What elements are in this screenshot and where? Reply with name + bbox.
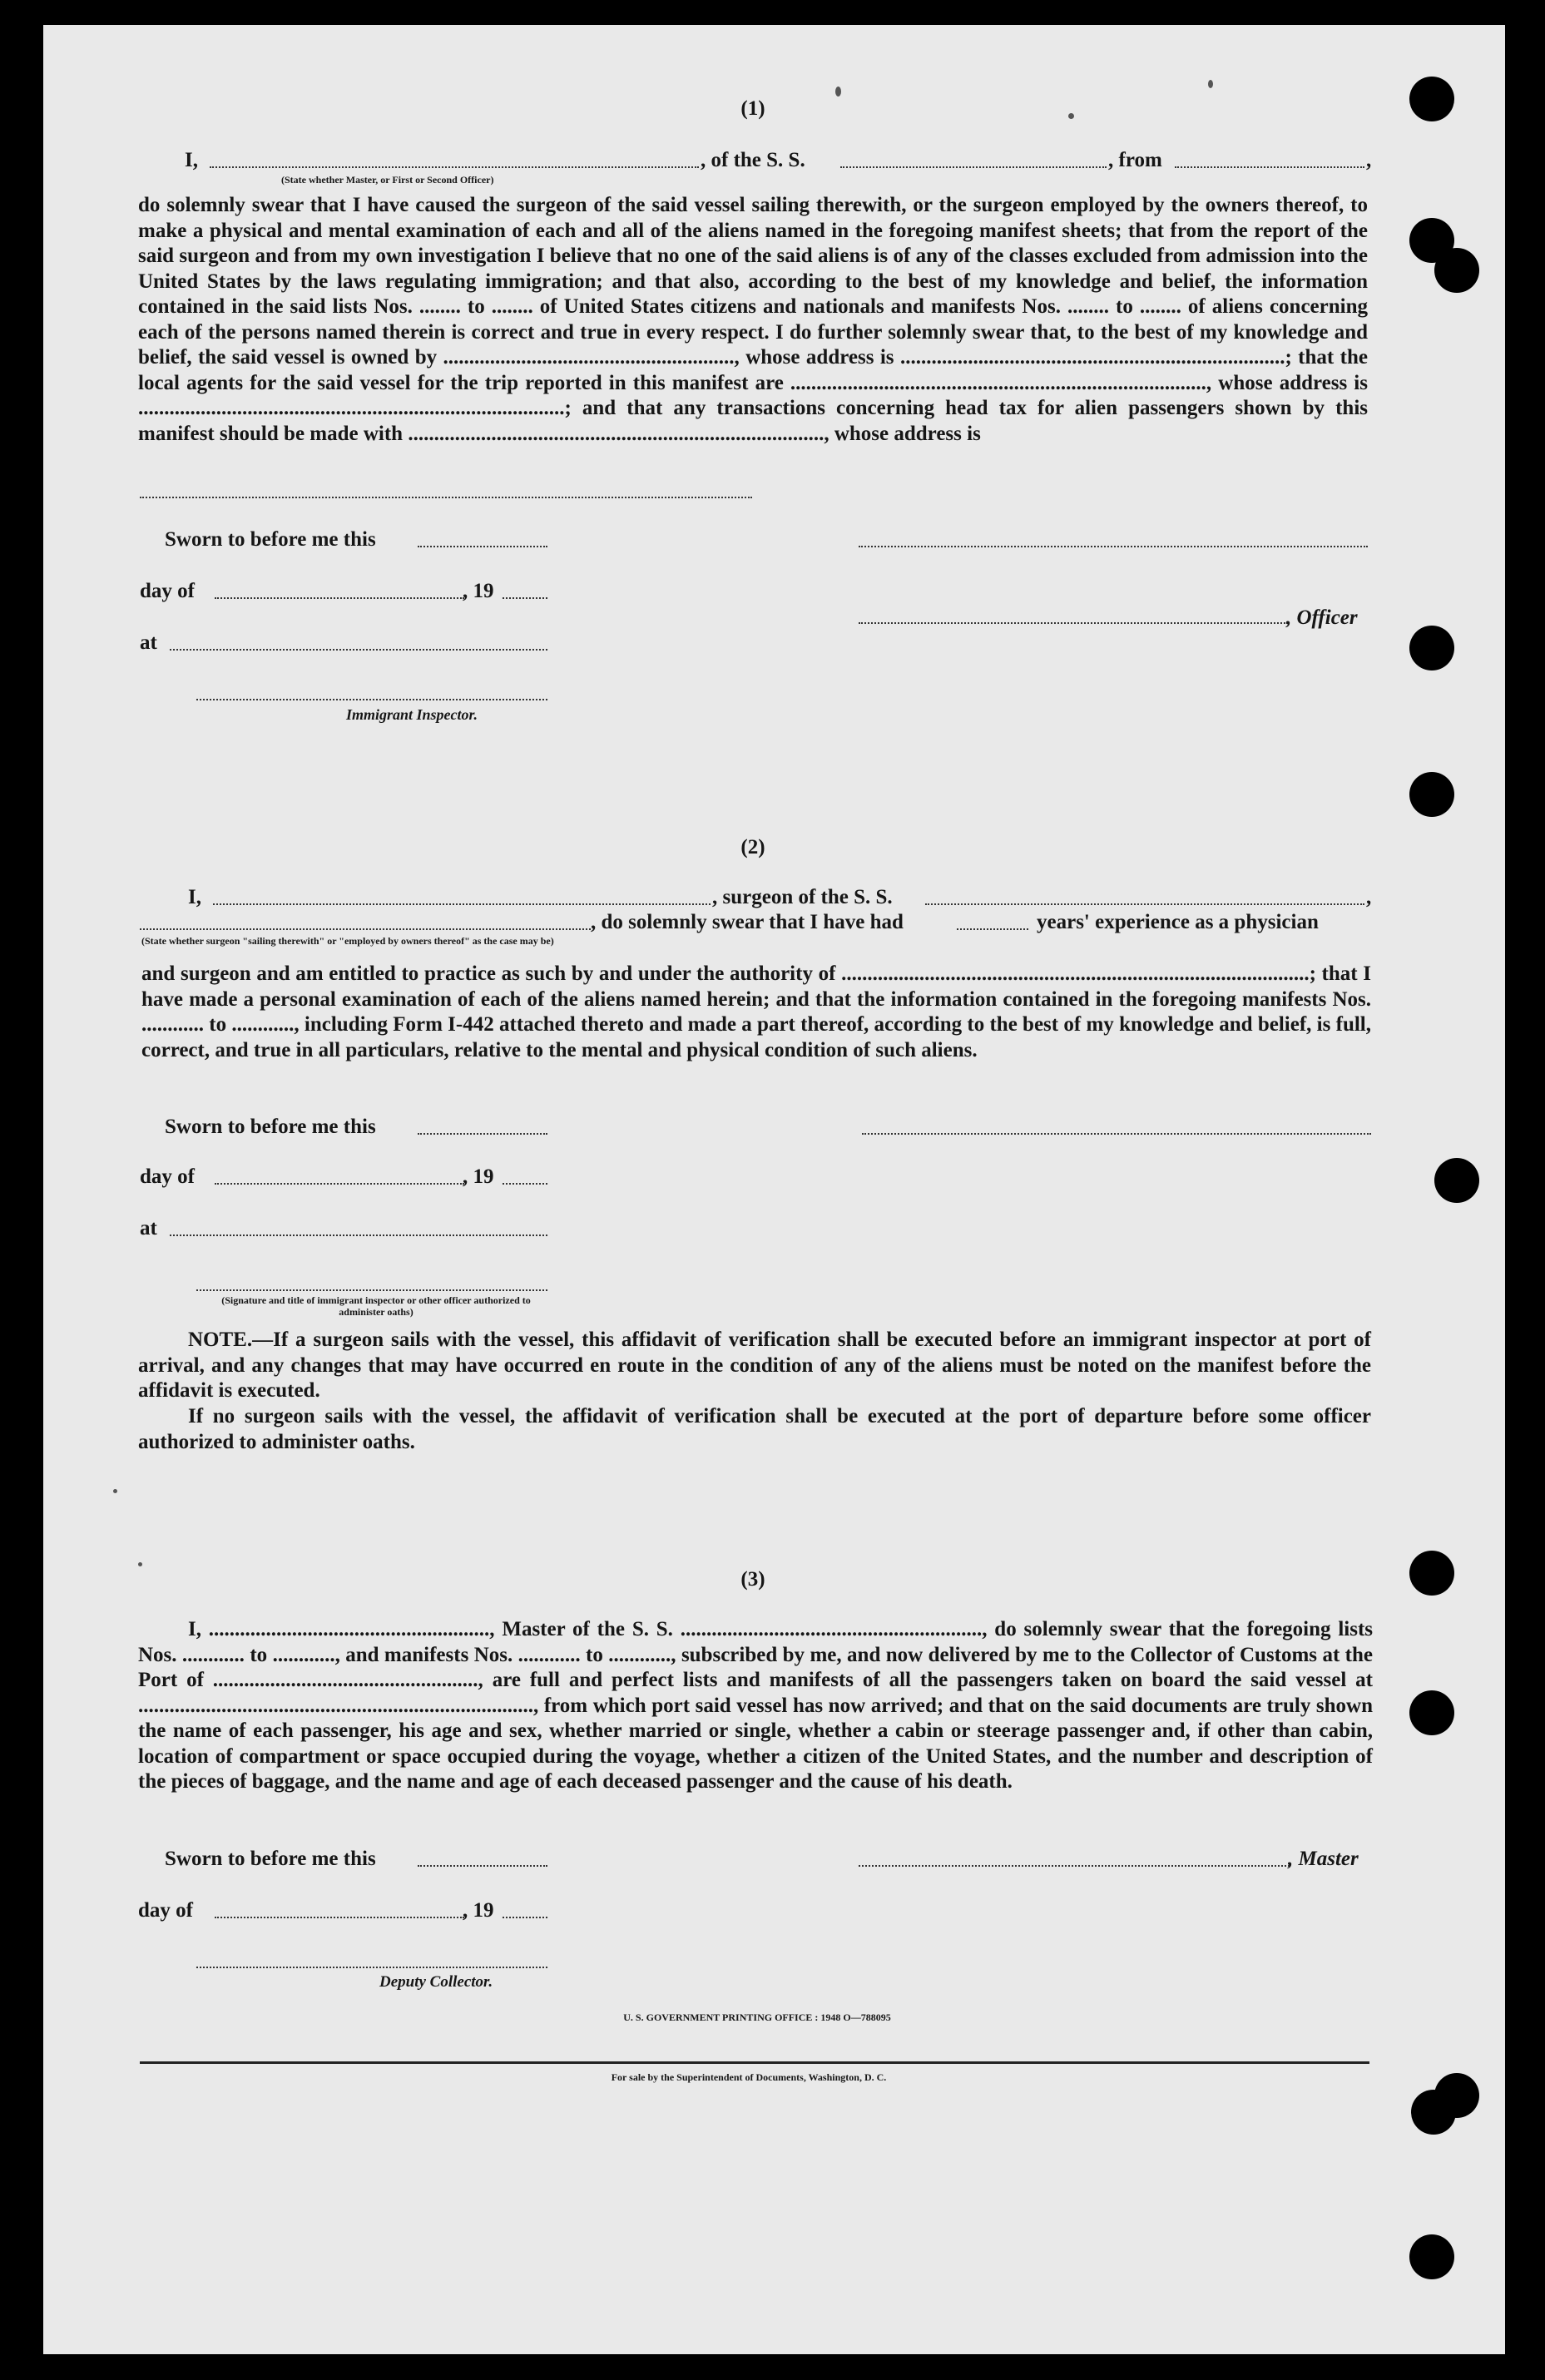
punch-hole: [1409, 772, 1454, 817]
section1-of-ss: , of the S. S.: [701, 149, 805, 171]
punch-hole: [1411, 2090, 1456, 2135]
section2-i: I,: [188, 886, 201, 908]
signature-line[interactable]: [196, 1967, 547, 1968]
section2-swear: , do solemnly swear that I have had: [591, 911, 904, 933]
section1-year: , 19: [463, 580, 494, 602]
for-sale-note: For sale by the Superintendent of Documents, Washington, D. C.: [611, 2071, 887, 2083]
signature-line[interactable]: [862, 1133, 1371, 1135]
blank-line[interactable]: [503, 597, 547, 599]
signature-line[interactable]: [859, 1865, 1290, 1867]
blank-line[interactable]: [418, 1865, 547, 1867]
section3-paragraph: I, ......................................................, Master of the S. S. .........................................................., do solemnly swear that the foregoing lists Nos. ............ to ............, and manifests Nos. ............ to ............, subscribed by me, and now delivered by me to the Collector of Customs at the Port of ..................................................., are full and perfect lists and manifests of all the passengers taken on board the said vessel at ............................................................................, from which port said vessel has now arrived; and that on the said documents are truly shown the name of each passenger, his age and sex, whether married or single, whether a cabin or steerage passenger and, if other than cabin, location of compartment or space occupied during the voyage, whether a citizen of the United States, and the number and description of the pieces of baggage, and the name and age of each deceased passenger and the cause of his death.: [138, 1618, 1373, 1793]
punch-hole: [1434, 1158, 1479, 1203]
section1-sworn: Sworn to before me this: [165, 528, 376, 551]
punch-hole: [1409, 626, 1454, 670]
speck: [113, 1489, 117, 1493]
signature-line[interactable]: [859, 622, 1288, 624]
speck: [138, 1562, 142, 1566]
punch-hole: [1409, 1551, 1454, 1596]
section2-note1: NOTE.—If a surgeon sails with the vessel, this affidavit of verification shall be executed before an immigrant inspector at port of arrival, and any changes that may have occurred en route in the condition of any of the aliens must be noted on the manifest before the affidavit is executed.: [138, 1329, 1371, 1402]
signature-line[interactable]: [859, 546, 1368, 547]
speck: [835, 87, 841, 96]
section2-sworn: Sworn to before me this: [165, 1116, 376, 1138]
printing-office: U. S. GOVERNMENT PRINTING OFFICE : 1948 O—788095: [623, 2011, 891, 2023]
punch-hole: [1409, 1690, 1454, 1735]
section3-deputy: Deputy Collector.: [379, 1973, 493, 1991]
section1-from: , from: [1108, 149, 1162, 171]
section1-caption: (State whether Master, or First or Second Officer): [281, 174, 494, 186]
section2-surgeon-of: , surgeon of the S. S.: [712, 886, 893, 908]
footer-rule: [140, 2061, 1369, 2064]
section3-master: , Master: [1288, 1848, 1359, 1870]
section2-year: , 19: [463, 1165, 494, 1188]
section2-caption-sig: (Signature and title of immigrant inspector or other officer authorized to administer oaths): [221, 1294, 531, 1318]
section3-number: (3): [740, 1568, 765, 1591]
blank-line[interactable]: [140, 497, 752, 498]
section1-officer: , Officer: [1286, 606, 1358, 629]
blank-line[interactable]: [503, 1183, 547, 1185]
section1-at: at: [140, 631, 157, 654]
section3-day-of: day of: [138, 1899, 193, 1922]
blank-line[interactable]: [170, 649, 547, 651]
blank-line[interactable]: [1175, 166, 1364, 168]
blank-line[interactable]: [215, 1183, 464, 1185]
section1-comma: ,: [1366, 149, 1372, 171]
blank-line[interactable]: [957, 928, 1028, 930]
signature-line[interactable]: [196, 1289, 547, 1291]
section2-at: at: [140, 1217, 157, 1239]
section2-number: (2): [740, 836, 765, 858]
blank-line[interactable]: [925, 903, 1364, 905]
speck: [1068, 113, 1074, 119]
blank-line[interactable]: [215, 1917, 464, 1918]
blank-line[interactable]: [170, 1235, 547, 1236]
blank-line[interactable]: [418, 546, 547, 547]
speck: [1208, 80, 1213, 88]
signature-line[interactable]: [196, 699, 547, 700]
blank-line[interactable]: [418, 1133, 547, 1135]
punch-hole: [1434, 248, 1479, 293]
section1-number: (1): [740, 97, 765, 120]
section2-note2: If no surgeon sails with the vessel, the affidavit of verification shall be executed at the port of departure before some officer authorized to administer oaths.: [138, 1405, 1371, 1453]
section2-paragraph: and surgeon and am entitled to practice as such by and under the authority of ..........................................................................................; that I have made a personal examination of each of the aliens named herein; and that the information contained in the foregoing manifests Nos. ............ to ............, including Form I-442 attached thereto and made a part thereof, according to the best of my knowledge and belief, is full, correct, and true in all particulars, relative to the mental and physical condition of such aliens.: [141, 962, 1371, 1061]
section3-year: , 19: [463, 1899, 494, 1922]
section2-day-of: day of: [140, 1165, 195, 1188]
blank-line[interactable]: [215, 597, 464, 599]
section1-paragraph: do solemnly swear that I have caused the surgeon of the said vessel sailing therewith, or the surgeon employed by the owners thereof, to make a physical and mental examination of each and all of the aliens named in the foregoing manifest sheets; that from the report of the said surgeon and from my own investigation I believe that no one of the said aliens is of any of the classes excluded from admission into the United States by the laws regulating immigration; and that also, according to the best of my knowledge and belief, the information contained in the said lists Nos. ........ to ........ of United States citizens and nationals and manifests Nos. ........ to ........ of aliens concerning each of the persons named therein is correct and true in every respect. I do further solemnly swear that, to the best of my knowledge and belief, the said vessel is owned by ........................................................, whose address is ..........................................................................; that the local agents for the said vessel for the trip reported in this manifest are ................................................................................, whose address is ..................................................................................; and that any transactions concerning head tax for alien passengers shown by this manifest should be made with ................................................................................, whose address is: [138, 194, 1368, 445]
punch-hole: [1409, 77, 1454, 121]
section2-comma: ,: [1366, 886, 1372, 908]
section2-years: years' experience as a physician: [1037, 911, 1319, 933]
blank-line[interactable]: [210, 166, 699, 168]
blank-line[interactable]: [213, 903, 711, 905]
section1-i: I,: [185, 149, 198, 171]
blank-line[interactable]: [840, 166, 1107, 168]
section2-caption: (State whether surgeon "sailing therewith" or "employed by owners thereof" as the case may be): [141, 935, 554, 947]
section3-sworn: Sworn to before me this: [165, 1848, 376, 1870]
blank-line[interactable]: [503, 1917, 547, 1918]
section1-inspector: Immigrant Inspector.: [346, 706, 478, 723]
section1-day-of: day of: [140, 580, 195, 602]
punch-hole: [1409, 2234, 1454, 2279]
blank-line[interactable]: [140, 928, 591, 930]
